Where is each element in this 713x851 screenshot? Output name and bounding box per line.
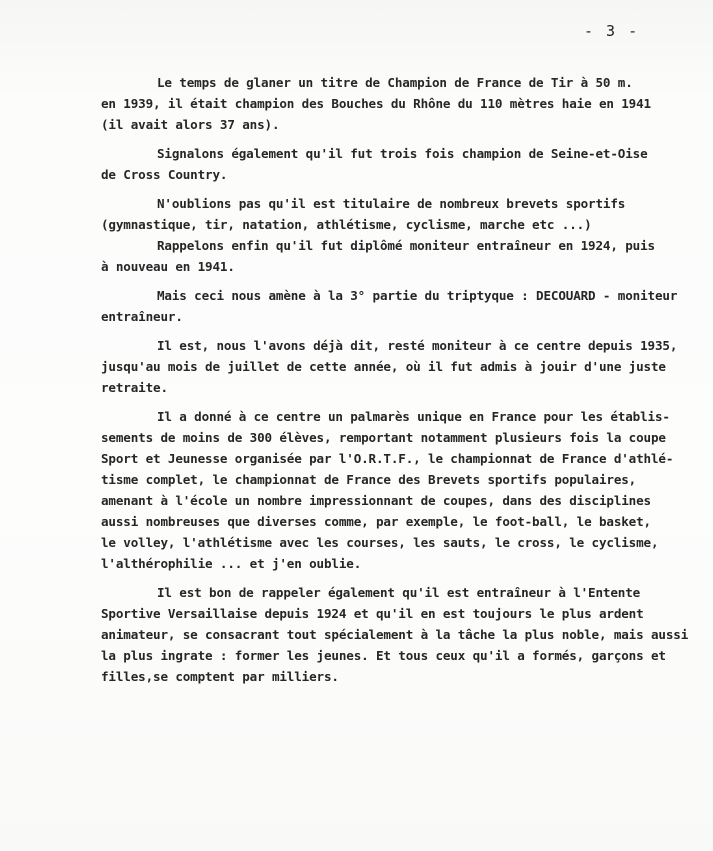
text-line: Rappelons enfin qu'il fut diplômé moniteur entraîneur en 1924, puis xyxy=(157,238,655,253)
text-line: entraîneur. xyxy=(101,309,183,324)
paragraph xyxy=(101,72,701,135)
text-line: (gymnastique, tir, natation, athlétisme, cyclisme, marche etc ...) xyxy=(101,217,592,232)
paragraph xyxy=(101,193,701,235)
text-line: la plus ingrate : former les jeunes. Et tous ceux qu'il a formés, garçons et xyxy=(101,648,666,663)
text-line: jusqu'au mois de juillet de cette année, où il fut admis à jouir d'une juste xyxy=(101,359,666,374)
paragraph xyxy=(101,143,701,185)
text-line: Sportive Versaillaise depuis 1924 et qu'il en est toujours le plus ardent xyxy=(101,606,644,621)
text-line: de Cross Country. xyxy=(101,167,228,182)
body-text xyxy=(101,72,701,687)
text-line: N'oublions pas qu'il est titulaire de nombreux brevets sportifs xyxy=(157,196,626,211)
text-line: en 1939, il était champion des Bouches du Rhône du 110 mètres haie en 1941 xyxy=(101,96,651,111)
text-line: à nouveau en 1941. xyxy=(101,259,235,274)
paragraph xyxy=(101,285,701,327)
paragraph xyxy=(101,335,701,398)
text-line: Le temps de glaner un titre de Champion de France de Tir à 50 m. xyxy=(157,75,633,90)
text-line: Il a donné à ce centre un palmarès unique en France pour les établis- xyxy=(157,409,670,424)
text-line: sements de moins de 300 élèves, remportant notamment plusieurs fois la coupe xyxy=(101,430,666,445)
text-line: aussi nombreuses que diverses comme, par exemple, le foot-ball, le basket, xyxy=(101,514,651,529)
text-line: le volley, l'athlétisme avec les courses, les sauts, le cross, le cyclisme, xyxy=(101,535,659,550)
text-line: Il est, nous l'avons déjà dit, resté moniteur à ce centre depuis 1935, xyxy=(157,338,678,353)
page-number: - 3 - xyxy=(584,22,640,40)
text-line: tisme complet, le championnat de France des Brevets sportifs populaires, xyxy=(101,472,637,487)
paragraph xyxy=(101,235,701,277)
paragraph xyxy=(101,582,701,687)
text-line: animateur, se consacrant tout spécialement à la tâche la plus noble, mais aussi xyxy=(101,627,689,642)
text-line: (il avait alors 37 ans). xyxy=(101,117,280,132)
text-line: retraite. xyxy=(101,380,168,395)
text-line: Sport et Jeunesse organisée par l'O.R.T.F., le championnat de France d'athlé- xyxy=(101,451,674,466)
text-line: Mais ceci nous amène à la 3° partie du triptyque : DECOUARD - moniteur xyxy=(157,288,678,303)
text-line: amenant à l'école un nombre impressionnant de coupes, dans des disciplines xyxy=(101,493,651,508)
text-line: Signalons également qu'il fut trois fois champion de Seine-et-Oise xyxy=(157,146,648,161)
text-line: l'althérophilie ... et j'en oublie. xyxy=(101,556,362,571)
text-line: Il est bon de rappeler également qu'il est entraîneur à l'Entente xyxy=(157,585,641,600)
paragraph xyxy=(101,406,701,574)
text-line: filles,se comptent par milliers. xyxy=(101,669,339,684)
